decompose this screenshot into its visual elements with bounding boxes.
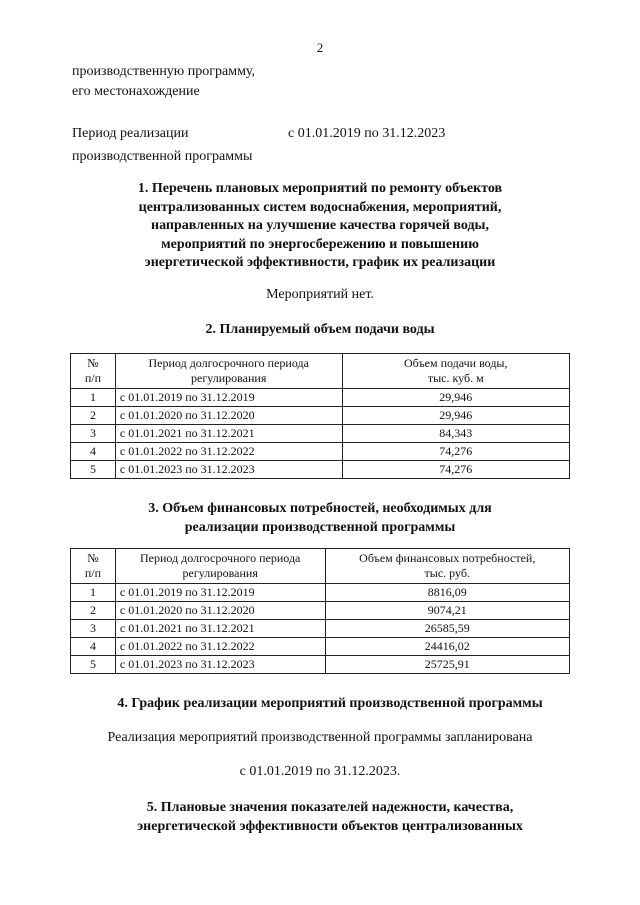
header-text: тыс. руб. — [424, 566, 470, 580]
row-value: 25725,91 — [325, 656, 570, 674]
heading-line: реализации производственной программы — [184, 519, 456, 535]
heading-line: централизованных систем водоснабжения, мероприятий, — [138, 199, 502, 215]
row-period: с 01.01.2023 по 31.12.2023 — [115, 461, 342, 479]
row-number: 2 — [71, 407, 116, 425]
row-value: 74,276 — [342, 443, 570, 461]
section1-heading — [70, 180, 570, 273]
row-number: 4 — [71, 638, 116, 656]
heading-line: 3. Объем финансовых потребностей, необходимых для — [148, 501, 492, 516]
table-row — [71, 461, 570, 479]
header-text: регулирования — [182, 566, 258, 580]
heading-line: энергетической эффективности объектов централизованных — [137, 818, 523, 834]
table-row — [71, 443, 570, 461]
header-cell-period — [115, 549, 325, 584]
section3-heading — [70, 500, 570, 537]
row-period: с 01.01.2020 по 31.12.2020 — [115, 407, 342, 425]
row-number: 5 — [71, 461, 116, 479]
financial-needs-table — [70, 548, 570, 674]
table-row — [71, 407, 570, 425]
period-label — [72, 122, 292, 168]
row-value: 8816,09 — [325, 584, 570, 602]
row-period: с 01.01.2022 по 31.12.2022 — [115, 638, 325, 656]
header-text: п/п — [84, 371, 102, 385]
intro-line: производственную программу, — [72, 64, 256, 79]
row-period: с 01.01.2022 по 31.12.2022 — [115, 443, 342, 461]
section4-text-line: Реализация мероприятий производственной программы запланирована — [107, 730, 533, 745]
header-text: п/п — [84, 566, 102, 580]
header-cell-number — [71, 354, 116, 389]
header-text: тыс. куб. м — [427, 371, 484, 385]
row-number: 5 — [71, 656, 116, 674]
heading-line: мероприятий по энергосбережению и повышению — [161, 236, 479, 252]
table-row — [71, 425, 570, 443]
heading-line: направленных на улучшение качества горячей воды, — [151, 218, 489, 233]
table-row — [71, 656, 570, 674]
header-cell-finance — [325, 549, 570, 584]
row-period: с 01.01.2021 по 31.12.2021 — [115, 620, 325, 638]
period-label-line: Период реализации — [72, 126, 189, 141]
row-value: 29,946 — [342, 407, 570, 425]
row-value: 74,276 — [342, 461, 570, 479]
header-cell-volume — [342, 354, 570, 389]
heading-line: 5. Плановые значения показателей надежности, качества, — [146, 800, 514, 815]
header-text: № — [87, 356, 99, 370]
page-number: 2 — [316, 40, 324, 55]
row-number: 2 — [71, 602, 116, 620]
table-header-row — [71, 354, 570, 389]
row-number: 1 — [71, 389, 116, 407]
heading-line: энергетической эффективности, график их реализации — [144, 255, 496, 270]
row-value: 84,343 — [342, 425, 570, 443]
row-number: 3 — [71, 620, 116, 638]
intro-text — [72, 62, 255, 102]
row-value: 9074,21 — [325, 602, 570, 620]
header-text: Период долгосрочного периода — [140, 551, 301, 565]
water-volume-table — [70, 353, 570, 479]
header-text: № — [87, 551, 99, 565]
section1-text: Мероприятий нет. — [266, 287, 374, 302]
header-cell-number — [71, 549, 116, 584]
section5-heading — [40, 799, 620, 836]
row-period: с 01.01.2019 по 31.12.2019 — [115, 389, 342, 407]
period-value: с 01.01.2019 по 31.12.2023 — [288, 126, 446, 141]
table-header-row — [71, 549, 570, 584]
table-row — [71, 584, 570, 602]
intro-line: его местонахождение — [72, 84, 200, 99]
header-text: регулирования — [191, 371, 267, 385]
row-value: 29,946 — [342, 389, 570, 407]
header-text: Объем финансовых потребностей, — [359, 551, 536, 565]
row-value: 26585,59 — [325, 620, 570, 638]
row-number: 3 — [71, 425, 116, 443]
row-period: с 01.01.2019 по 31.12.2019 — [115, 584, 325, 602]
row-number: 1 — [71, 584, 116, 602]
row-number: 4 — [71, 443, 116, 461]
row-period: с 01.01.2023 по 31.12.2023 — [115, 656, 325, 674]
section4-text-line: с 01.01.2019 по 31.12.2023. — [239, 764, 401, 779]
section2-heading: 2. Планируемый объем подачи воды — [205, 322, 435, 337]
row-value: 24416,02 — [325, 638, 570, 656]
table-row — [71, 602, 570, 620]
header-text: Объем подачи воды, — [404, 356, 508, 370]
header-text: Период долгосрочного периода — [148, 356, 309, 370]
table-row — [71, 620, 570, 638]
table-row — [71, 638, 570, 656]
period-label-line: производственной программы — [72, 149, 253, 164]
row-period: с 01.01.2021 по 31.12.2021 — [115, 425, 342, 443]
row-period: с 01.01.2020 по 31.12.2020 — [115, 602, 325, 620]
header-cell-period — [115, 354, 342, 389]
table-row — [71, 389, 570, 407]
heading-line: 1. Перечень плановых мероприятий по ремонту объектов — [137, 181, 503, 196]
section4-heading: 4. График реализации мероприятий производственной программы — [117, 696, 543, 711]
